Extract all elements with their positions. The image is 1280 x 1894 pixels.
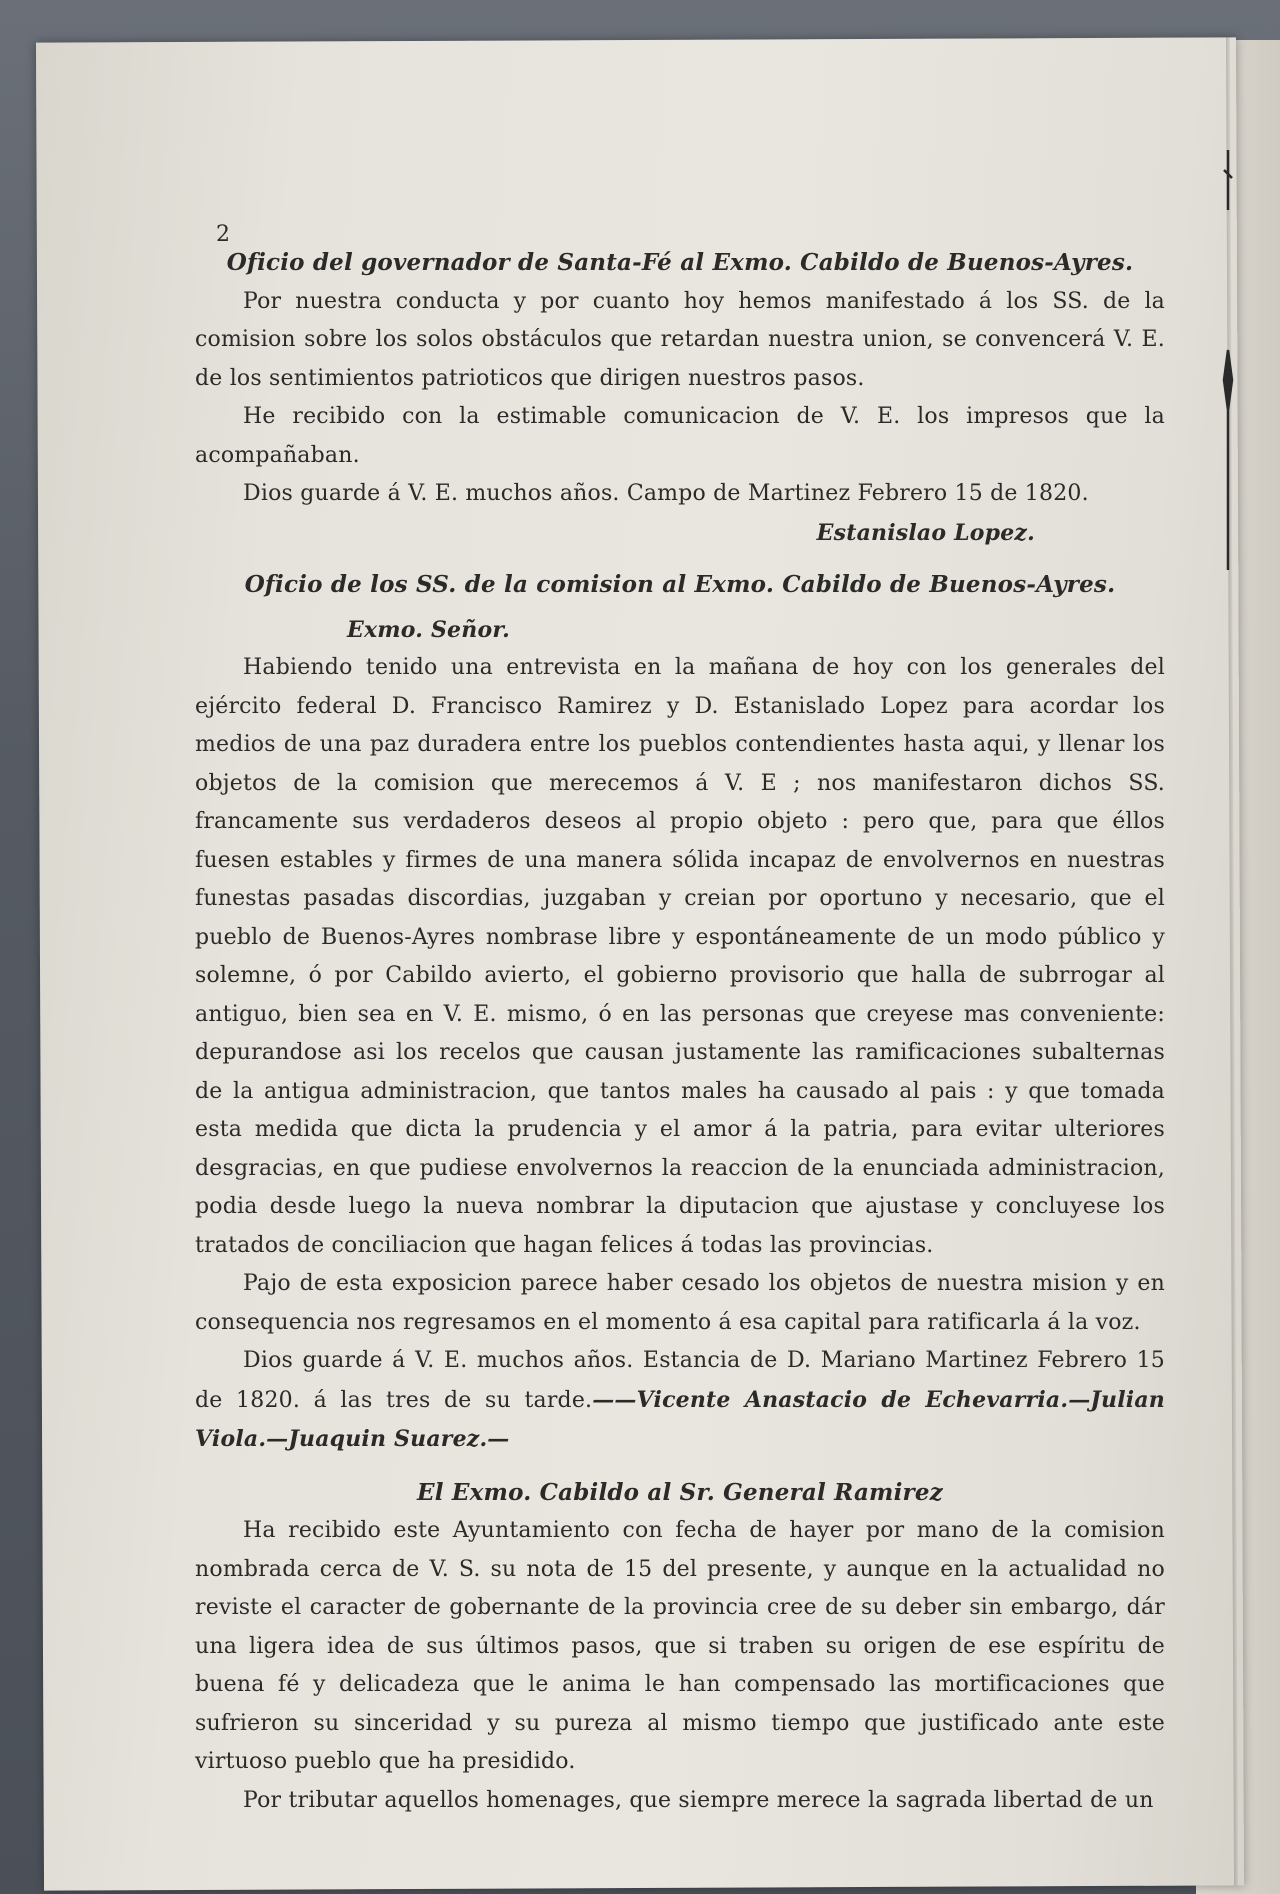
section-3-title: El Exmo. Cabildo al Sr. General Ramirez <box>417 1478 943 1506</box>
document-body <box>195 220 1165 1820</box>
section-1-title: Oficio del governador de Santa-Fé al Exmo. Cabildo de Buenos-Ayres. <box>226 249 1134 276</box>
section-1-paragraph-3: Dios guarde á V. E. muchos años. Campo de Martinez Febrero 15 de 1820. <box>243 481 1089 506</box>
section-2-salutation: Exmo. Señor. <box>347 616 510 643</box>
section-2-closing: Dios guarde á V. E. muchos años. Estancia de D. Mariano Martinez Febrero 15 de 1820. á las tres de su tarde. <box>195 1348 1165 1413</box>
section-2-signers: ——Vicente Anastacio de Echevarria.—Julian Viola.—Juaquin Suarez.— <box>195 1386 1165 1452</box>
binding-thread-icon <box>1222 150 1234 570</box>
section-2-paragraph-2: Pajo de esta exposicion parece haber cesado los objetos de nuestra mision y en consequencia nos regresamos en el momento á esa capital para ratificarla á la voz. <box>195 1271 1165 1335</box>
section-1-paragraph-1: Por nuestra conducta y por cuanto hoy hemos manifestado á los SS. de la comision sobre los solos obstáculos que retardan nuestra union, se convencerá V. E. de los sentimientos patrioticos que dirigen nuestros pasos. <box>195 288 1165 391</box>
section-2-paragraph-1: Habiendo tenido una entrevista en la mañana de hoy con los generales del ejército federal D. Francisco Ramirez y D. Estanislado Lopez para acordar los medios de una paz duradera entre los pueblos contendientes hasta aqui, y llenar los objetos de la comision que merecemos á V. E ; nos manifestaron dichos SS. francamente sus verdaderos deseos al propio objeto : pero que, para que éllos fuesen estables y firmes de una manera sólida incapaz de envolvernos en nuestras funestas pasadas discordias, juzgaban y creian por oportuno y necesario, que el pueblo de Buenos-Ayres nombrase libre y espontáneamente de un modo público y solemne, ó por Cabildo avierto, el gobierno provisorio que halla de subrrogar al antiguo, bien sea en V. E. mismo, ó en las personas que creyese mas conveniente: depurandose asi los recelos que causan justamente las ramificaciones subalternas de la antigua administracion, que tantos males ha causado al pais : y que tomada esta medida que dicta la prudencia y el amor á la patria, para evitar ulteriores desgracias, en que pudiese envolvernos la reaccion de la enunciada administracion, podia desde luego la nueva nombrar la diputacion que ajustase y concluyese los tratados de conciliacion que hagan felices á todas las provincias. <box>195 655 1165 1258</box>
section-2-title: Oficio de los SS. de la comision al Exmo. Cabildo de Buenos-Ayres. <box>244 571 1116 598</box>
section-2-paragraph-3 <box>195 1342 1165 1460</box>
section-3-paragraph-1: Ha recibido este Ayuntamiento con fecha de hayer por mano de la comision nombrada cerca de V. S. su nota de 15 del presente, y aunque en la actualidad no reviste el caracter de gobernante de la provincia cree de su deber sin embargo, dár una ligera idea de sus últimos pasos, que si traben su origen de ese espíritu de buena fé y delicadeza que le anima le han compensado las mortificaciones que sufrieron su sinceridad y su pureza al mismo tiempo que justificado ante este virtuoso pueblo que ha presidido. <box>195 1518 1165 1774</box>
section-1-signature: Estanislao Lopez. <box>816 519 1035 546</box>
page-number: 2 <box>216 222 230 247</box>
section-1-paragraph-2: He recibido con la estimable comunicacion de V. E. los impresos que la acompañaban. <box>195 404 1165 468</box>
section-3-paragraph-2: Por tributar aquellos homenages, que siempre merece la sagrada libertad de un <box>243 1787 1154 1813</box>
